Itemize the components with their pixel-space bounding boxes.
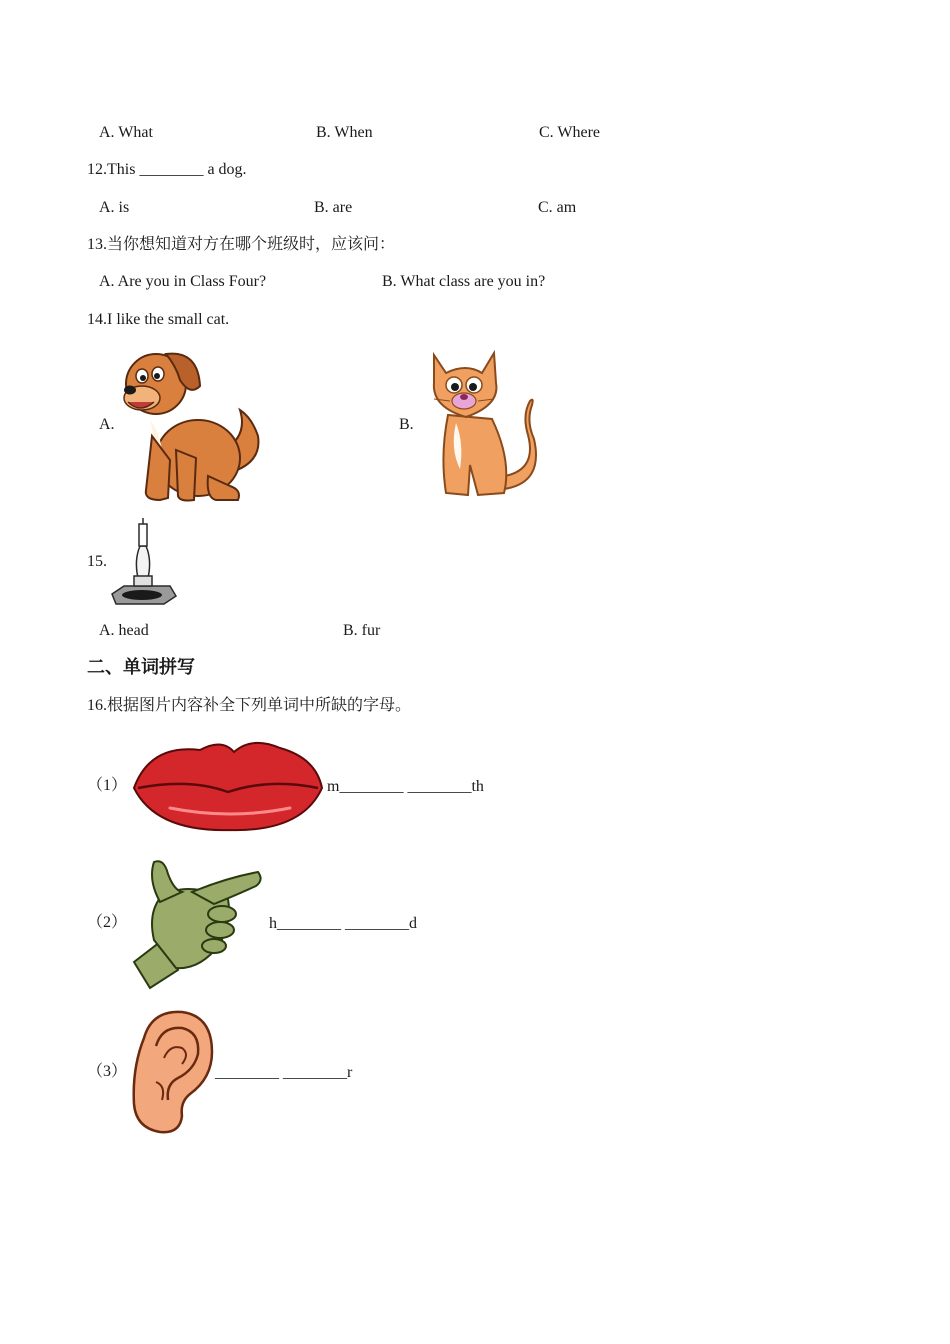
- q13-option-a: A. Are you in Class Four?: [99, 273, 267, 290]
- q16-answer-blank[interactable]: m________ ________th: [327, 778, 484, 795]
- q16-answer-blank[interactable]: ________ ________r: [215, 1064, 353, 1081]
- q14-option-b: B.: [399, 416, 414, 433]
- q14-option-a: A.: [99, 416, 115, 433]
- q16-answer-blank[interactable]: h________ ________d: [269, 915, 417, 932]
- ear-picture: [128, 1008, 216, 1136]
- cat-picture: [420, 345, 540, 505]
- q12-stem: 12.This ________ a dog.: [87, 161, 247, 178]
- section-heading: 二、单词拼写: [87, 657, 195, 677]
- q12-option-a: A. is: [99, 199, 130, 216]
- mouth-picture: [130, 734, 326, 834]
- q13-stem: 13.当你想知道对方在哪个班级时，应该问：: [87, 236, 396, 253]
- q11-option-b: B. When: [316, 124, 373, 141]
- q15-option-a: A. head: [99, 622, 149, 639]
- hand-picture: [130, 852, 266, 990]
- q12-option-c: C. am: [538, 199, 577, 216]
- q15-option-b: B. fur: [343, 622, 381, 639]
- q16-item-number: （2）: [87, 914, 128, 931]
- q15-stem: 15.: [87, 553, 107, 570]
- dog-picture: [120, 340, 270, 508]
- q11-option-a: A. What: [99, 124, 153, 141]
- q12-option-b: B. are: [314, 199, 353, 216]
- q16-item-number: （1）: [87, 777, 128, 794]
- q11-option-c: C. Where: [539, 124, 601, 141]
- candle-holder-picture: [108, 516, 178, 608]
- q14-stem: 14.I like the small cat.: [87, 311, 230, 328]
- q13-option-b: B. What class are you in?: [382, 273, 546, 290]
- q16-item-number: （3）: [87, 1063, 128, 1080]
- q16-stem: 16.根据图片内容补全下列单词中所缺的字母。: [87, 697, 412, 714]
